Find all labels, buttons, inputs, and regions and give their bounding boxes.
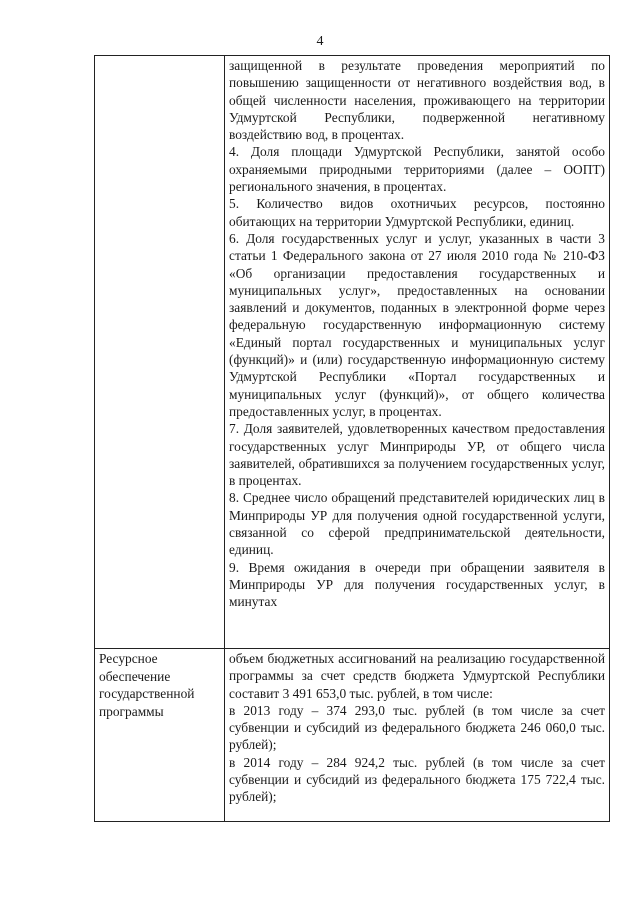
row-content-resources bbox=[225, 649, 610, 822]
funding-2014: в 2014 году – 284 924,2 тыс. рублей (в том числе за счет субвенции и субсидий из федерального бюджета 175 722,4 тыс. рублей); bbox=[229, 754, 605, 805]
program-passport-table bbox=[94, 55, 610, 822]
row-content-indicators bbox=[225, 56, 610, 649]
indicator-7: 7. Доля заявителей, удовлетворенных качеством предоставления государственных услуг Минприроды УР, от общего числа заявителей, обратившихся за получением государственных услуг, в процентах. bbox=[229, 421, 605, 489]
funding-2013: в 2013 году – 374 293,0 тыс. рублей (в том числе за счет субвенции и субсидий из федерального бюджета 246 060,0 тыс. рублей); bbox=[229, 702, 605, 753]
row-label-indicators bbox=[95, 56, 225, 649]
indicator-6: 6. Доля государственных услуг и услуг, указанных в части 3 статьи 1 Федерального закона от 27 июля 2010 года № 210-ФЗ «Об организации предоставления государственных и муниципальных услуг», предоставленных на основании заявлений и документов, поданных в электронной форме через федеральную государственную информационную систему «Единый портал государственных и муниципальных услуг (функций)» и (или) государственную информационную систему Удмуртской Республики «Портал государственных и муниципальных услуг (функций)», от общего количества предоставленных услуг, в процентах. bbox=[229, 230, 605, 419]
indicator-8: 8. Среднее число обращений представителей юридических лиц в Минприроды УР для получения одной государственной услуги, связанной со сферой предпринимательской деятельности, единиц. bbox=[229, 490, 605, 558]
indicator-9: 9. Время ожидания в очереди при обращении заявителя в Минприроды УР для получения государственных услуг, в минутах bbox=[229, 559, 605, 610]
funding-total: объем бюджетных ассигнований на реализацию государственной программы за счет средств бюджета Удмуртской Республики составит 3 491 653,0 тыс. рублей, в том числе: bbox=[229, 651, 605, 701]
page-number: 4 bbox=[316, 34, 324, 49]
table-row-indicators bbox=[95, 56, 610, 649]
indicator-3-continuation: защищенной в результате проведения мероприятий по повышению защищенности от негативного воздействия вод, в общей численности населения, проживающего на территории Удмуртской Республики, подверженной негативному воздействию вод, в процентах. bbox=[229, 58, 605, 143]
indicator-4: 4. Доля площади Удмуртской Республики, занятой особо охраняемыми природными территориями (далее – ООПТ) регионального значения, в процентах. bbox=[229, 144, 605, 195]
table-row-resources bbox=[95, 649, 610, 822]
indicator-5: 5. Количество видов охотничьих ресурсов, постоянно обитающих на территории Удмуртской Республики, единиц. bbox=[229, 196, 605, 229]
row-label-resources: Ресурсное обеспечение государственной программы bbox=[95, 649, 225, 822]
